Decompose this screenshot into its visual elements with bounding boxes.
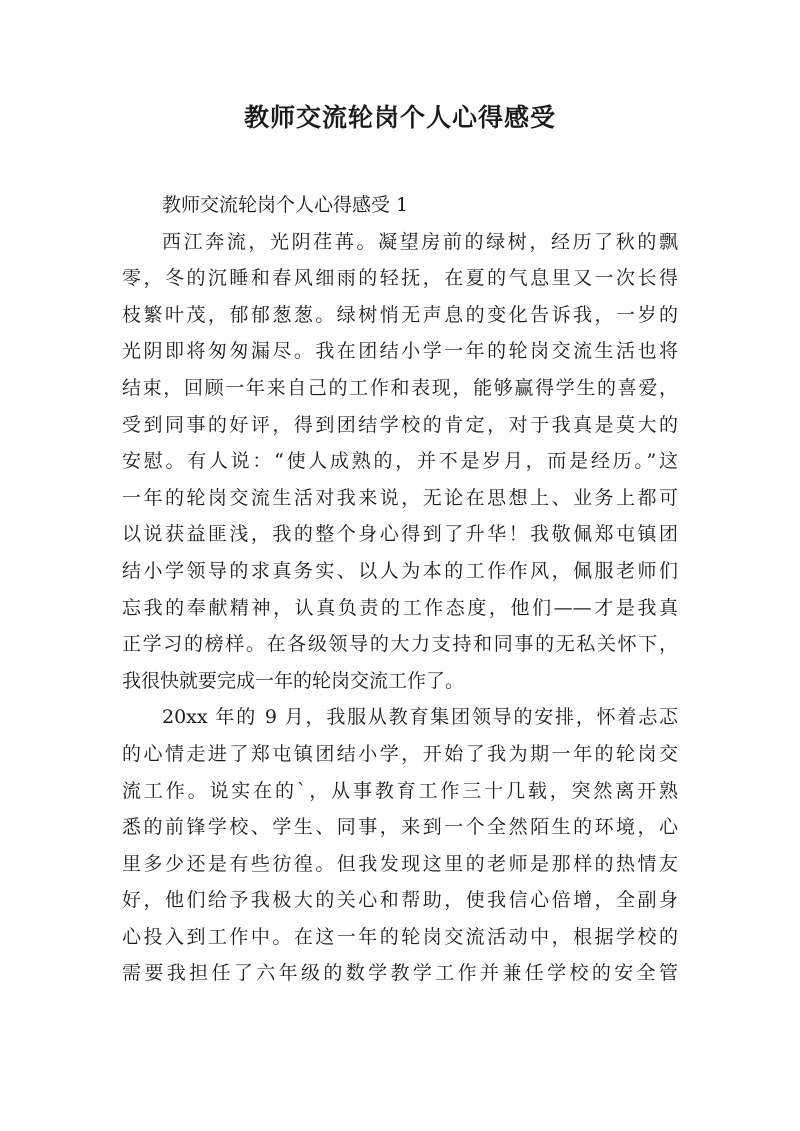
paragraph-line: 心投入到工作中。在这一年的轮岗交流活动中，根据学校的 — [122, 925, 678, 948]
paragraph-line: 20xx 年的 9 月，我服从教育集团领导的安排，怀着忐忑 — [162, 706, 678, 729]
paragraph-line: 受到同事的好评，得到团结学校的肯定，对于我真是莫大的 — [122, 413, 678, 436]
document-body — [122, 187, 678, 992]
paragraph-line: 光阴即将匆匆漏尽。我在团结小学一年的轮岗交流生活也将 — [122, 340, 678, 363]
paragraph-line: 流工作。说实在的`，从事教育工作三十几载，突然离开熟 — [122, 779, 678, 802]
paragraph-line: 结小学领导的求真务实、以人为本的工作作风，佩服老师们 — [122, 559, 678, 582]
section-heading: 教师交流轮岗个人心得感受 1 — [162, 194, 409, 216]
paragraph-line: 西江奔流，光阴荏苒。凝望房前的绿树，经历了秋的飘 — [162, 230, 678, 253]
paragraph-line: 安慰。有人说：“使人成熟的，并不是岁月，而是经历。”这 — [122, 450, 678, 473]
paragraph-line: 的心情走进了郑屯镇团结小学，开始了我为期一年的轮岗交 — [122, 742, 678, 765]
paragraph-line: 结束，回顾一年来自己的工作和表现，能够赢得学生的喜爱， — [122, 376, 678, 399]
paragraph-line: 里多少还是有些彷徨。但我发现这里的老师是那样的热情友 — [122, 852, 678, 875]
paragraph-line: 忘我的奉献精神，认真负责的工作态度，他们——才是我真 — [122, 596, 678, 619]
paragraph-line: 我很快就要完成一年的轮岗交流工作了。 — [122, 669, 465, 692]
paragraph-line: 好，他们给予我极大的关心和帮助，使我信心倍增，全副身 — [122, 889, 678, 912]
paragraph-line: 枝繁叶茂，郁郁葱葱。绿树悄无声息的变化告诉我，一岁的 — [122, 303, 678, 326]
paragraph-line: 一年的轮岗交流生活对我来说，无论在思想上、业务上都可 — [122, 486, 678, 509]
paragraph-line: 以说获益匪浅，我的整个身心得到了升华！我敬佩郑屯镇团 — [122, 523, 678, 546]
document-title: 教师交流轮岗个人心得感受 — [243, 103, 556, 132]
paragraph-line: 悉的前锋学校、学生、同事，来到一个全然陌生的环境，心 — [122, 816, 678, 839]
paragraph-line: 正学习的榜样。在各级领导的大力支持和同事的无私关怀下， — [122, 633, 678, 656]
paragraph-line: 需要我担任了六年级的数学教学工作并兼任学校的安全管 — [122, 962, 678, 985]
paragraph-line: 零，冬的沉睡和春风细雨的轻抚，在夏的气息里又一次长得 — [122, 267, 678, 290]
